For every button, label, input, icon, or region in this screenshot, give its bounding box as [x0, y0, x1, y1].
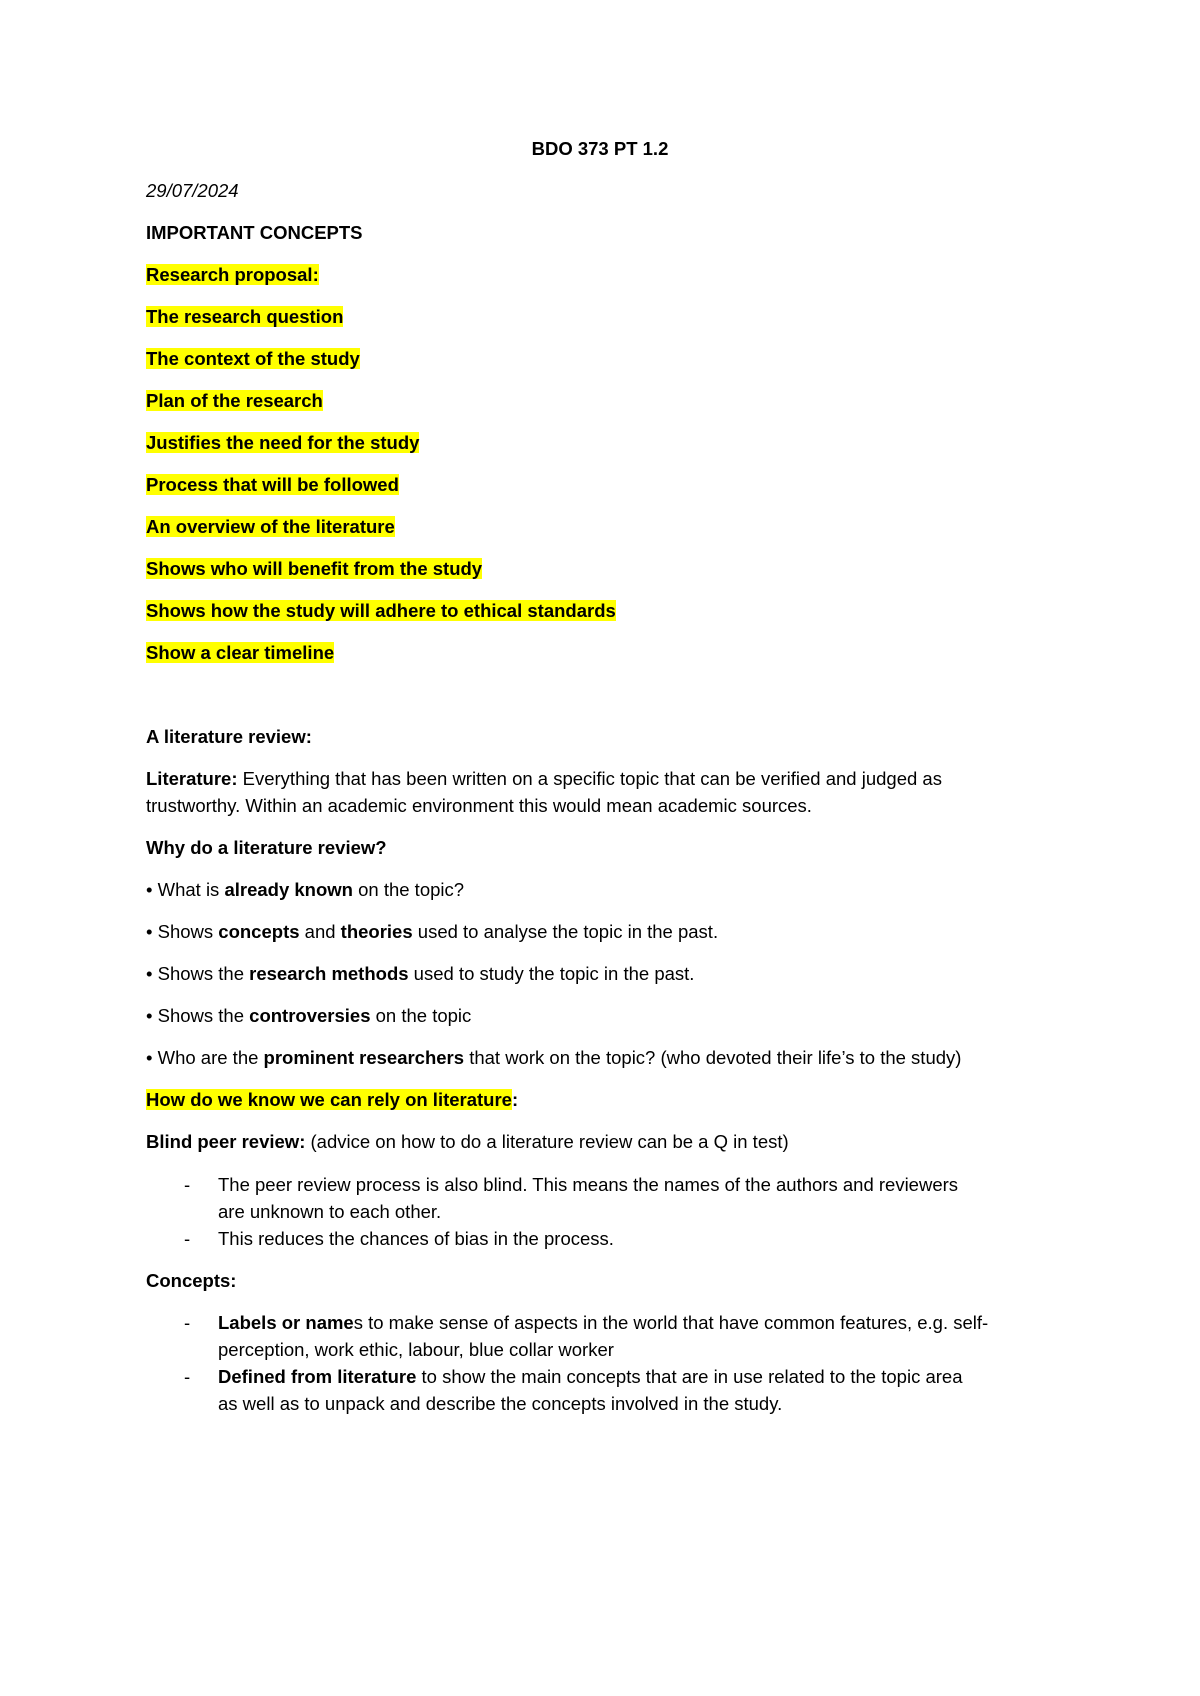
why-literature-review-heading: Why do a literature review?	[146, 837, 387, 858]
rely-on-literature-heading: How do we know we can rely on literature:	[146, 1089, 519, 1110]
concept-item-cont: perception, work ethic, labour, blue collar worker	[218, 1339, 614, 1360]
bullet-item: • Shows the research methods used to study the topic in the past.	[146, 963, 695, 984]
dash-marker: -	[184, 1312, 191, 1333]
peer-review-point: This reduces the chances of bias in the process.	[218, 1228, 614, 1249]
literature-definition: Literature: Everything that has been written on a specific topic that can be verified and judged as	[146, 768, 942, 789]
concept-item: Labels or names to make sense of aspects in the world that have common features, e.g. self-	[218, 1312, 989, 1333]
peer-review-point: The peer review process is also blind. This means the names of the authors and reviewers	[218, 1174, 959, 1195]
page-title: BDO 373 PT 1.2	[531, 138, 669, 159]
concepts-heading: Concepts:	[146, 1270, 237, 1291]
proposal-item: The research question	[146, 306, 344, 327]
blind-peer-review: Blind peer review: (advice on how to do a literature review can be a Q in test)	[146, 1131, 789, 1152]
concept-item-cont: as well as to unpack and describe the concepts involved in the study.	[218, 1393, 783, 1414]
proposal-item: An overview of the literature	[146, 516, 395, 537]
proposal-item: Show a clear timeline	[146, 642, 335, 663]
bullet-item: • Shows the controversies on the topic	[146, 1005, 472, 1026]
peer-review-point-cont: are unknown to each other.	[218, 1201, 442, 1222]
dash-marker: -	[184, 1228, 191, 1249]
dash-marker: -	[184, 1366, 191, 1387]
proposal-item: The context of the study	[146, 348, 360, 369]
date: 29/07/2024	[146, 180, 239, 201]
proposal-item: Shows who will benefit from the study	[146, 558, 483, 579]
proposal-item: Shows how the study will adhere to ethical standards	[146, 600, 616, 621]
literature-review-heading: A literature review:	[146, 726, 312, 747]
bullet-item: • Who are the prominent researchers that work on the topic? (who devoted their life’s to the study)	[146, 1047, 962, 1068]
literature-definition-cont: trustworthy. Within an academic environment this would mean academic sources.	[146, 795, 812, 816]
important-concepts-heading: IMPORTANT CONCEPTS	[146, 222, 363, 243]
proposal-item: Plan of the research	[146, 390, 323, 411]
concept-item: Defined from literature to show the main concepts that are in use related to the topic area	[218, 1366, 963, 1387]
proposal-item: Justifies the need for the study	[146, 432, 420, 453]
proposal-item: Process that will be followed	[146, 474, 399, 495]
dash-marker: -	[184, 1174, 191, 1195]
bullet-item: • What is already known on the topic?	[146, 879, 465, 900]
bullet-item: • Shows concepts and theories used to analyse the topic in the past.	[146, 921, 719, 942]
research-proposal-heading: Research proposal:	[146, 264, 319, 285]
